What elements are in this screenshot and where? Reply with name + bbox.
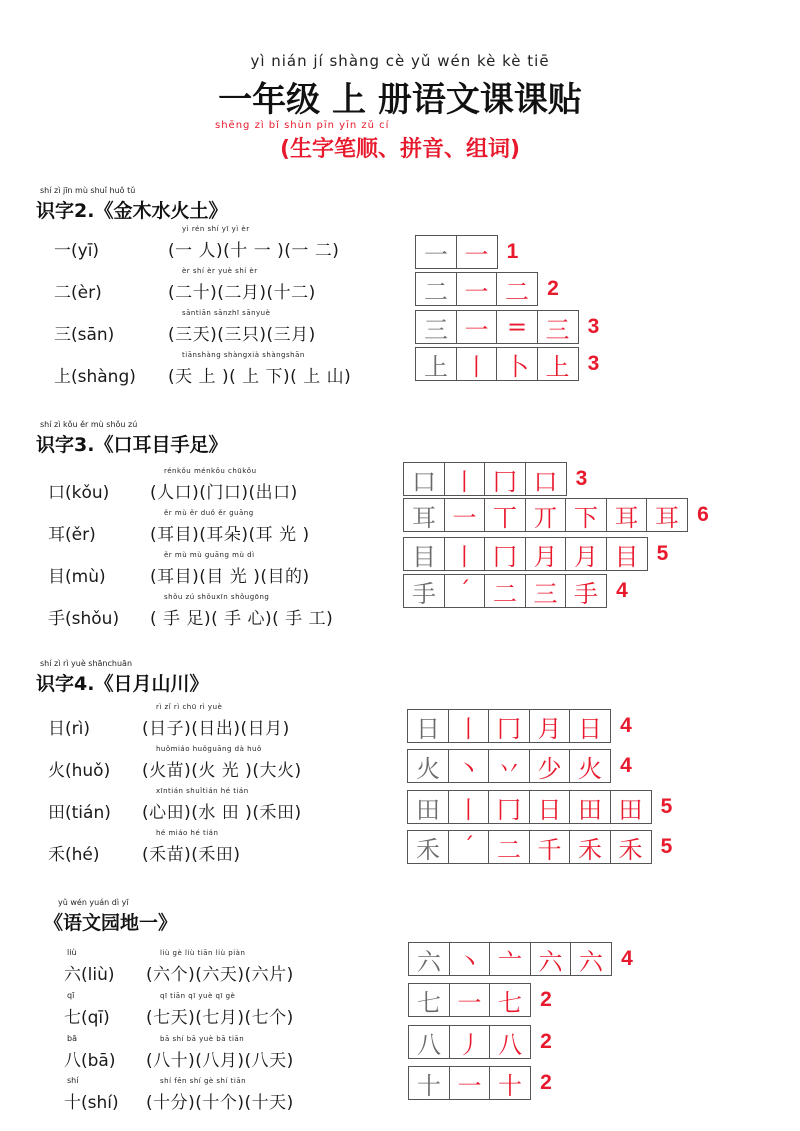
stroke-count: 3 bbox=[587, 352, 600, 375]
word-phrases: (禾苗)(禾田) bbox=[142, 845, 241, 865]
model-char-cell bbox=[403, 498, 445, 532]
stroke-count: 2 bbox=[540, 988, 552, 1011]
stroke-step-cell bbox=[529, 709, 571, 743]
stroke-step-cell bbox=[488, 830, 530, 864]
model-char: 目 bbox=[412, 542, 436, 571]
stroke-count: 5 bbox=[660, 835, 673, 858]
stroke-step: 丨 bbox=[452, 542, 477, 571]
stroke-step-cell bbox=[525, 498, 567, 532]
model-char-cell bbox=[415, 347, 457, 381]
stroke-step-cell bbox=[569, 709, 611, 743]
word-phrases: (十分)(十个)(十天) bbox=[146, 1093, 294, 1113]
words-pinyin: xīntián shuǐtián hé tián bbox=[156, 787, 249, 795]
stroke-step: 上 bbox=[545, 352, 570, 381]
word-phrases: (八十)(八月)(八天) bbox=[146, 1051, 294, 1071]
char-entry: 田(tián) bbox=[48, 803, 111, 823]
stroke-step: 冂 bbox=[497, 795, 521, 824]
stroke-step-cell bbox=[488, 709, 530, 743]
stroke-count: 6 bbox=[697, 503, 709, 526]
char-entry: 一(yī) bbox=[54, 241, 100, 261]
stroke-step: 手 bbox=[574, 579, 598, 608]
word-phrases: (六个)(六天)(六片) bbox=[146, 965, 294, 985]
stroke-order-strip bbox=[415, 347, 609, 381]
stroke-count: 3 bbox=[587, 315, 600, 338]
model-char: 七 bbox=[417, 988, 441, 1017]
model-char-cell bbox=[407, 709, 449, 743]
stroke-step: 田 bbox=[618, 795, 643, 824]
stroke-step-cell bbox=[529, 749, 571, 783]
word-phrases: (七天)(七月)(七个) bbox=[146, 1008, 294, 1028]
word-phrases: (二十)(二月)(十二) bbox=[168, 283, 316, 303]
model-char-cell bbox=[408, 942, 450, 976]
page-subtitle: (生字笔顺、拼音、组词) bbox=[279, 137, 521, 162]
stroke-step: 月 bbox=[537, 714, 562, 743]
char-entry: 手(shǒu) bbox=[48, 609, 120, 629]
stroke-count: 2 bbox=[540, 1030, 552, 1053]
char-entry: 耳(ěr) bbox=[48, 525, 96, 545]
stroke-order-strip bbox=[408, 1066, 561, 1100]
section-title: 识字2.《金木水火土》 bbox=[36, 200, 228, 222]
stroke-step: 少 bbox=[537, 754, 562, 783]
stroke-step: 丨 bbox=[456, 714, 481, 743]
word-phrases: (耳目)(目 光 )(目的) bbox=[150, 567, 310, 587]
stroke-step: 田 bbox=[578, 795, 602, 824]
stroke-step: 丨 bbox=[464, 352, 489, 381]
stroke-step-cell bbox=[444, 574, 486, 608]
stroke-step-cell bbox=[484, 462, 526, 496]
stroke-step-cell bbox=[525, 574, 567, 608]
words-pinyin: bā shí bā yuè bā tiān bbox=[160, 1035, 245, 1043]
stroke-order-strip bbox=[415, 235, 528, 269]
word-phrases: (日子)(日出)(日月) bbox=[142, 719, 290, 739]
char-pinyin: bā bbox=[67, 1034, 77, 1043]
model-char-cell bbox=[403, 574, 445, 608]
stroke-count: 5 bbox=[660, 795, 673, 818]
model-char-cell bbox=[407, 830, 449, 864]
model-char-cell bbox=[408, 1025, 450, 1059]
section-title: 《语文园地一》 bbox=[44, 912, 178, 934]
stroke-step-cell bbox=[569, 749, 611, 783]
stroke-step: ´ bbox=[458, 577, 471, 605]
char-entry: 目(mù) bbox=[48, 567, 106, 587]
model-char-cell bbox=[407, 749, 449, 783]
stroke-step-cell bbox=[444, 498, 486, 532]
stroke-step: 千 bbox=[537, 835, 562, 864]
stroke-step-cell bbox=[489, 983, 531, 1017]
stroke-step: 一 bbox=[464, 277, 489, 306]
stroke-step: ´ bbox=[462, 833, 475, 861]
model-char: 田 bbox=[416, 795, 440, 824]
stroke-order-strip bbox=[407, 790, 682, 824]
stroke-step: 月 bbox=[533, 542, 558, 571]
char-entry: 口(kǒu) bbox=[48, 483, 110, 503]
words-pinyin: èr shí èr yuè shí èr bbox=[182, 267, 258, 275]
words-pinyin: rénkǒu ménkǒu chūkǒu bbox=[164, 467, 257, 475]
stroke-step-cell bbox=[456, 235, 498, 269]
words-pinyin: ěr mù mù guāng mù dì bbox=[164, 551, 255, 559]
char-entry: 日(rì) bbox=[48, 719, 90, 739]
model-char-cell bbox=[403, 462, 445, 496]
stroke-step: 丶 bbox=[457, 947, 482, 976]
stroke-step: 冂 bbox=[497, 714, 521, 743]
stroke-order-strip bbox=[407, 709, 641, 743]
stroke-step: 七 bbox=[498, 988, 522, 1017]
word-phrases: (人口)(门口)(出口) bbox=[150, 483, 298, 503]
subtitle-pinyin: shēng zì bǐ shùn pīn yīn zǔ cí bbox=[215, 120, 390, 131]
stroke-step: 一 bbox=[452, 503, 477, 532]
stroke-step-cell bbox=[606, 498, 648, 532]
stroke-step-cell bbox=[448, 830, 490, 864]
stroke-step: 丨 bbox=[456, 795, 481, 824]
stroke-step: 目 bbox=[614, 542, 639, 571]
stroke-step: 冂 bbox=[493, 467, 517, 496]
stroke-order-strip bbox=[403, 498, 718, 532]
stroke-step: 丨 bbox=[452, 467, 477, 496]
section-title-pinyin: yǔ wén yuán dì yī bbox=[58, 898, 129, 907]
stroke-step-cell bbox=[565, 498, 607, 532]
stroke-step-cell bbox=[444, 537, 486, 571]
char-entry: 三(sān) bbox=[54, 325, 115, 345]
stroke-step: 六 bbox=[538, 947, 563, 976]
stroke-step: 丶 bbox=[456, 754, 481, 783]
model-char: 上 bbox=[424, 352, 448, 381]
stroke-step-cell bbox=[448, 709, 490, 743]
stroke-order-strip bbox=[403, 462, 597, 496]
word-phrases: (一 人)(十 一 )(一 二) bbox=[168, 241, 340, 261]
stroke-step-cell bbox=[488, 749, 530, 783]
stroke-step: 三 bbox=[533, 579, 558, 608]
char-entry: 六(liù) bbox=[64, 965, 115, 985]
word-phrases: (耳目)(耳朵)(耳 光 ) bbox=[150, 525, 310, 545]
stroke-count: 3 bbox=[575, 467, 588, 490]
stroke-order-strip bbox=[408, 983, 561, 1017]
stroke-step-cell bbox=[646, 498, 688, 532]
stroke-step: = bbox=[506, 313, 528, 341]
stroke-step-cell bbox=[449, 983, 491, 1017]
stroke-step-cell bbox=[449, 942, 491, 976]
stroke-step: 日 bbox=[578, 714, 602, 743]
stroke-step-cell bbox=[488, 790, 530, 824]
stroke-step-cell bbox=[570, 942, 612, 976]
stroke-step-cell bbox=[444, 462, 486, 496]
stroke-step-cell bbox=[448, 749, 490, 783]
stroke-step-cell bbox=[484, 574, 526, 608]
model-char: 六 bbox=[417, 947, 441, 976]
model-char-cell bbox=[415, 272, 457, 306]
model-char: 手 bbox=[412, 579, 436, 608]
stroke-order-strip bbox=[408, 1025, 561, 1059]
stroke-step: 丅 bbox=[493, 503, 517, 532]
stroke-step-cell bbox=[448, 790, 490, 824]
stroke-step-cell bbox=[484, 537, 526, 571]
stroke-step-cell bbox=[569, 790, 611, 824]
model-char: 二 bbox=[424, 277, 448, 306]
model-char: 口 bbox=[412, 467, 436, 496]
section-title-pinyin: shí zì jīn mù shuǐ huǒ tǔ bbox=[40, 186, 136, 195]
model-char: 三 bbox=[424, 315, 448, 344]
stroke-count: 2 bbox=[547, 277, 559, 300]
stroke-step: 六 bbox=[579, 947, 603, 976]
stroke-step-cell bbox=[529, 830, 571, 864]
words-pinyin: sāntiān sānzhī sānyuè bbox=[182, 309, 271, 317]
stroke-step-cell bbox=[456, 272, 498, 306]
stroke-step: 丷 bbox=[497, 754, 521, 783]
stroke-step-cell bbox=[456, 310, 498, 344]
word-phrases: (三天)(三只)(三月) bbox=[168, 325, 316, 345]
stroke-step-cell bbox=[530, 942, 572, 976]
stroke-order-strip bbox=[415, 310, 609, 344]
stroke-step: 日 bbox=[537, 795, 562, 824]
model-char: 一 bbox=[424, 240, 448, 269]
stroke-order-strip bbox=[407, 830, 682, 864]
section-title-pinyin: shí zì kǒu ěr mù shǒu zú bbox=[40, 420, 138, 429]
char-entry: 七(qī) bbox=[64, 1008, 110, 1028]
stroke-step: 一 bbox=[457, 1071, 482, 1100]
stroke-step: 丿 bbox=[457, 1030, 482, 1059]
stroke-order-strip bbox=[415, 272, 568, 306]
stroke-step: 二 bbox=[497, 835, 521, 864]
word-phrases: (天 上 )( 上 下)( 上 山) bbox=[168, 367, 352, 387]
stroke-step-cell bbox=[565, 574, 607, 608]
model-char-cell bbox=[415, 235, 457, 269]
model-char: 八 bbox=[417, 1030, 441, 1059]
stroke-step-cell bbox=[496, 272, 538, 306]
stroke-step-cell bbox=[456, 347, 498, 381]
word-phrases: (火苗)(火 光 )(大火) bbox=[142, 761, 302, 781]
stroke-order-strip bbox=[407, 749, 641, 783]
stroke-count: 4 bbox=[616, 579, 628, 602]
section-title: 识字3.《口耳目手足》 bbox=[36, 434, 228, 456]
stroke-step-cell bbox=[449, 1025, 491, 1059]
stroke-step: 二 bbox=[493, 579, 517, 608]
stroke-step-cell bbox=[525, 462, 567, 496]
stroke-step: 一 bbox=[464, 240, 489, 269]
stroke-step-cell bbox=[610, 790, 652, 824]
stroke-step-cell bbox=[489, 1066, 531, 1100]
stroke-step-cell bbox=[489, 942, 531, 976]
words-pinyin: liù gè liù tiān liù piàn bbox=[160, 949, 246, 957]
stroke-step-cell bbox=[449, 1066, 491, 1100]
stroke-step: 一 bbox=[464, 315, 489, 344]
word-phrases: ( 手 足)( 手 心)( 手 工) bbox=[150, 609, 334, 629]
stroke-count: 5 bbox=[656, 542, 669, 565]
stroke-step: 月 bbox=[574, 542, 598, 571]
stroke-step: 耳 bbox=[614, 503, 639, 532]
section-title: 识字4.《日月山川》 bbox=[36, 673, 209, 695]
stroke-step: 冂 bbox=[493, 542, 517, 571]
stroke-step-cell bbox=[537, 347, 579, 381]
model-char-cell bbox=[403, 537, 445, 571]
words-pinyin: yì rén shí yī yì èr bbox=[182, 225, 250, 233]
char-entry: 禾(hé) bbox=[48, 845, 100, 865]
section-title-pinyin: shí zì rì yuè shānchuān bbox=[40, 659, 133, 668]
stroke-step-cell bbox=[610, 830, 652, 864]
word-phrases: (心田)(水 田 )(禾田) bbox=[142, 803, 302, 823]
char-pinyin: liù bbox=[67, 948, 77, 957]
char-entry: 二(èr) bbox=[54, 283, 102, 303]
stroke-step-cell bbox=[565, 537, 607, 571]
words-pinyin: huǒmiáo huǒguāng dà huǒ bbox=[156, 745, 262, 753]
stroke-step: 丌 bbox=[533, 503, 558, 532]
stroke-order-strip bbox=[403, 537, 678, 571]
stroke-step: 二 bbox=[505, 277, 529, 306]
stroke-step: 禾 bbox=[578, 835, 602, 864]
stroke-step: 口 bbox=[533, 467, 558, 496]
char-entry: 上(shàng) bbox=[54, 367, 136, 387]
stroke-step: 三 bbox=[545, 315, 570, 344]
model-char: 日 bbox=[416, 714, 440, 743]
model-char-cell bbox=[407, 790, 449, 824]
stroke-step: 八 bbox=[498, 1030, 522, 1059]
model-char-cell bbox=[408, 1066, 450, 1100]
char-pinyin: shí bbox=[67, 1076, 79, 1085]
stroke-count: 4 bbox=[620, 754, 632, 777]
stroke-step: 耳 bbox=[655, 503, 679, 532]
stroke-step-cell bbox=[496, 347, 538, 381]
stroke-order-strip bbox=[408, 942, 642, 976]
stroke-step-cell bbox=[484, 498, 526, 532]
stroke-step: 禾 bbox=[618, 835, 643, 864]
stroke-step: 火 bbox=[578, 754, 602, 783]
char-entry: 八(bā) bbox=[64, 1051, 116, 1071]
model-char-cell bbox=[415, 310, 457, 344]
stroke-order-strip bbox=[403, 574, 637, 608]
model-char: 火 bbox=[416, 754, 440, 783]
char-pinyin: qī bbox=[67, 991, 75, 1000]
words-pinyin: qī tiān qī yuè qī gè bbox=[160, 992, 236, 1000]
stroke-step: 十 bbox=[498, 1071, 522, 1100]
stroke-count: 1 bbox=[506, 240, 519, 263]
model-char: 禾 bbox=[416, 835, 440, 864]
words-pinyin: tiānshàng shàngxià shàngshān bbox=[182, 351, 305, 359]
model-char: 耳 bbox=[412, 503, 436, 532]
stroke-step: 卜 bbox=[505, 352, 529, 381]
char-entry: 火(huǒ) bbox=[48, 761, 111, 781]
page-title: 一年级 上 册语文课课贴 bbox=[218, 80, 582, 120]
stroke-step: 下 bbox=[574, 503, 598, 532]
stroke-step: 亠 bbox=[498, 947, 522, 976]
stroke-step-cell bbox=[489, 1025, 531, 1059]
stroke-step-cell bbox=[496, 310, 538, 344]
stroke-step: 一 bbox=[457, 988, 482, 1017]
char-entry: 十(shí) bbox=[64, 1093, 119, 1113]
title-pinyin: yì nián jí shàng cè yǔ wén kè kè tiē bbox=[250, 52, 550, 70]
stroke-step-cell bbox=[529, 790, 571, 824]
words-pinyin: rì zǐ rì chū rì yuè bbox=[156, 703, 223, 711]
model-char-cell bbox=[408, 983, 450, 1017]
model-char: 十 bbox=[417, 1071, 441, 1100]
words-pinyin: hé miáo hé tián bbox=[156, 829, 219, 837]
stroke-count: 4 bbox=[621, 947, 633, 970]
words-pinyin: shǒu zú shǒuxīn shǒugōng bbox=[164, 593, 270, 601]
stroke-count: 4 bbox=[620, 714, 632, 737]
stroke-step-cell bbox=[606, 537, 648, 571]
stroke-step-cell bbox=[525, 537, 567, 571]
words-pinyin: shí fēn shí gè shí tiān bbox=[160, 1077, 247, 1085]
stroke-count: 2 bbox=[540, 1071, 552, 1094]
words-pinyin: ěr mù ěr duǒ ěr guāng bbox=[164, 509, 254, 517]
stroke-step-cell bbox=[569, 830, 611, 864]
stroke-step-cell bbox=[537, 310, 579, 344]
